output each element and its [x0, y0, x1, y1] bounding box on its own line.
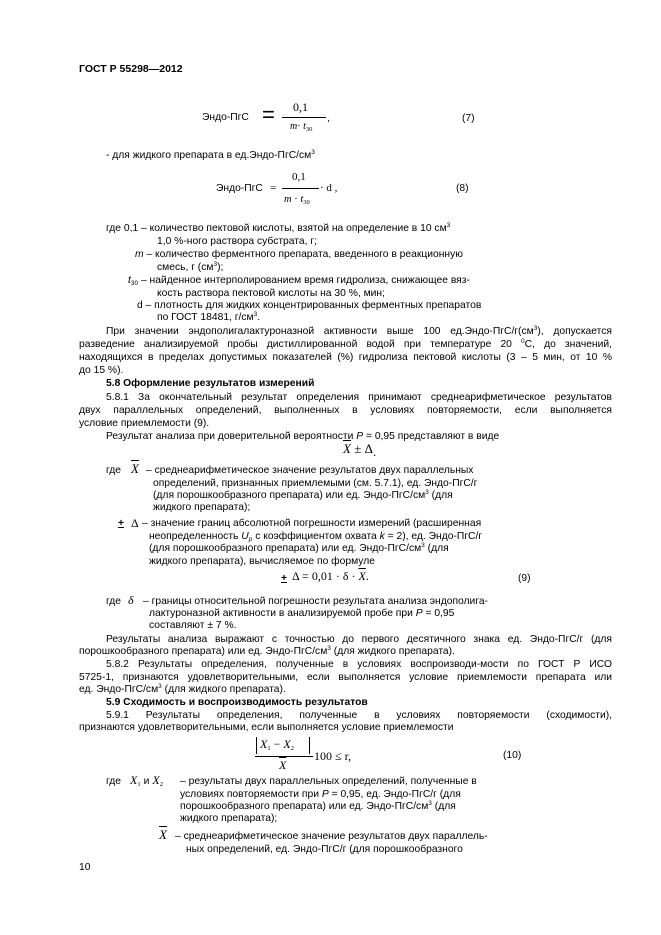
xbar-line1: – среднеарифметическое значение результатов двух параллельных: [146, 465, 474, 476]
delta-line2: неопределенность $U_p$ с коэффициентом охвата k = 2), ед. Эндо-ПгС/г: [149, 531, 483, 543]
where1-line1: где 0,1 – количество пектовой кислоты, взятой на определение в 10 $см^3$: [106, 222, 451, 234]
result-form: $\overline{X} \pm \Delta$.: [343, 441, 377, 459]
dilution-line3: находящихся в пределах допустимых показателей (%) гидролиза пектовой кислоты (3 – 5 мин, от 10 %: [79, 352, 612, 363]
x12-line1: – результаты двух параллельных определений, полученные в: [180, 776, 477, 787]
delta-line4: жидкого препарата), вычисляемое по формуле: [149, 556, 375, 567]
eq9-body: $\Delta = 0,01 \cdot \delta \cdot \overline{X}$.: [292, 569, 369, 583]
where1-line5: $t_{30}$ – найденное интерполированием время гидролиза, снижающее вяз-: [128, 275, 470, 287]
where1-line7: d – плотность для жидких концентрированных ферментных препаратов: [137, 300, 482, 311]
p582-line3: ед. Эндо-$ПгС/см^3$ (для жидкого препарата).: [79, 683, 286, 695]
where1-line8: по ГОСТ 18481, $г/см^3$.: [157, 311, 261, 323]
where1-line2: 1,0 %-ного раствора субстрата, г;: [157, 236, 317, 247]
eq8-lhs: Эндо-ПгС: [216, 183, 263, 194]
eq10-denominator: $\overline{X}$: [279, 758, 287, 772]
dl-line3: составляют ± 7 %.: [149, 620, 237, 631]
eq9-pm: +: [281, 573, 288, 584]
x12-symbols: $X_1$ и $X_2$: [130, 773, 163, 788]
eq8-numerator: 0,1: [292, 171, 306, 183]
x12-line2: условиях повторяемости при P = 0,95, ед. Эндо-ПгС/г (для: [180, 789, 461, 800]
where1-line4: смесь, г $(см^3)$;: [157, 261, 224, 273]
eq10-abs-left: [256, 737, 259, 754]
accuracy-line1: Результаты анализа выражают с точностью до первого десятичного знака ед. Эндо-ПгС/г (для: [106, 634, 612, 645]
eq8-equals: =: [270, 182, 277, 194]
xb-line2: ных определений, ед. Эндо-ПгС/г (для порошкообразного: [186, 844, 463, 855]
dilution-line2: разведение анализируемой пробы дистиллированной водой при температуре 20 $^0$С, до значений,: [79, 338, 612, 350]
eq7-numerator: 0,1: [293, 100, 308, 114]
dilution-line1: При значении эндополигалактуроназной активности выше 100 $ед.Эндо-ПгС/г(см^3)$, допускается: [106, 325, 612, 337]
eq8-denominator: $m \cdot t_{30}$: [284, 194, 310, 206]
eq8-multiplier: · d ,: [320, 182, 338, 194]
xbar-line4: жидкого препарата);: [153, 502, 251, 513]
p582-line2: 5725-1, признаются удовлетворительными, если выполняется условие приемлемости препарата или: [79, 672, 612, 683]
delta-symbol: Δ: [131, 516, 139, 530]
dl-symbol: δ: [128, 593, 134, 607]
eq10-rest: 100 ≤ r,: [314, 749, 352, 763]
eq10-abs-right: [309, 737, 312, 754]
dl-line2: лактуроназной активности в анализируемой пробе при P = 0,95: [149, 608, 455, 619]
accuracy-line2: порошкообразного препарата) или ед. Эндо-$ПгС/см^3$ (для жидкого препарата).: [79, 645, 455, 657]
page-number: 10: [79, 862, 91, 873]
x12-where: где: [106, 776, 122, 787]
eq10-numerator: $X_1 - X_2$: [260, 737, 294, 752]
liquid-intro: - для жидкого препарата в $ед.Эндо-ПгС/см^3$: [106, 149, 315, 161]
eq9-number: (9): [518, 573, 531, 584]
delta-line3: (для порошкообразного препарата) или ед. Эндо-$ПгС/см^3$ (для: [149, 542, 449, 554]
eq7-equals: =: [262, 102, 275, 127]
s59-p1-line1: 5.9.1 Результаты определения, полученные в условиях повторяемости (сходимости),: [106, 710, 612, 721]
s58-p1-line1: 5.8.1 За окончательный результат определения принимают среднеарифметическое результатов: [106, 392, 612, 403]
xbar-line3: (для порошкообразного препарата) или ед. Эндо-$ПгС/см^3$ (для: [153, 489, 453, 501]
xb-symbol: $\overline{X}$: [159, 827, 167, 842]
dilution-line4: до 15 %).: [79, 365, 124, 376]
eq8-number: (8): [456, 183, 469, 194]
section-5-9-heading: 5.9 Сходимость и воспроизводимость результатов: [106, 697, 368, 708]
eq7-number: (7): [462, 113, 475, 124]
s58-p1-line2: двух параллельных определений, выполненных в условиях повторяемости, если выполняется: [79, 405, 612, 416]
s58-p1-line3: условие приемлемости (9).: [79, 418, 210, 429]
s58-p2: Результат анализа при доверительной вероятности P = 0,95 представляют в виде: [106, 431, 500, 442]
eq7-fraction-line: [282, 117, 326, 118]
p582-line1: 5.8.2 Результаты определения, полученные в условиях воспроизводи-мости по ГОСТ Р ИСО: [106, 659, 612, 670]
eq7-lhs: Эндо-ПгС: [202, 112, 249, 123]
eq7-trailing: ,: [327, 113, 330, 124]
eq8-fraction-line: [282, 188, 319, 189]
xbar-symbol: $\overline{X}$: [131, 461, 139, 476]
section-5-8-heading: 5.8 Оформление результатов измерений: [106, 378, 315, 389]
delta-line1: – значение границ абсолютной погрешности измерений (расширенная: [142, 518, 482, 529]
where1-line6: кость раствора пектовой кислоты на 30 %, мин;: [157, 288, 385, 299]
dl-where: где: [106, 596, 122, 607]
eq10-number: (10): [503, 750, 522, 761]
where1-line3: m – количество ферментного препарата, введенного в реакционную: [135, 249, 463, 260]
xbar-line2: определений, признанных приемлемыми (см. 5.7.1), ед. Эндо-ПгС/г: [153, 478, 478, 489]
document-header: ГОСТ Р 55298—2012: [79, 63, 183, 75]
xb-line1: – среднеарифметическое значение результатов двух параллель-: [175, 831, 488, 842]
dl-line1: – границы относительной погрешности результата анализа эндополига-: [143, 596, 488, 607]
x12-line4: жидкого препарата);: [180, 813, 278, 824]
x12-line3: порошкообразного препарата) или ед. Эндо-$ПгС/см^3$ (для: [180, 800, 456, 812]
s59-p1-line2: признаются удовлетворительными, если выполняется условие приемлемости: [79, 722, 454, 733]
delta-pm: +: [118, 518, 125, 529]
eq10-fraction-line: [255, 756, 313, 757]
xbar-where: где: [106, 465, 122, 476]
eq7-denominator: $m\cdot t_{30}$: [290, 121, 313, 133]
